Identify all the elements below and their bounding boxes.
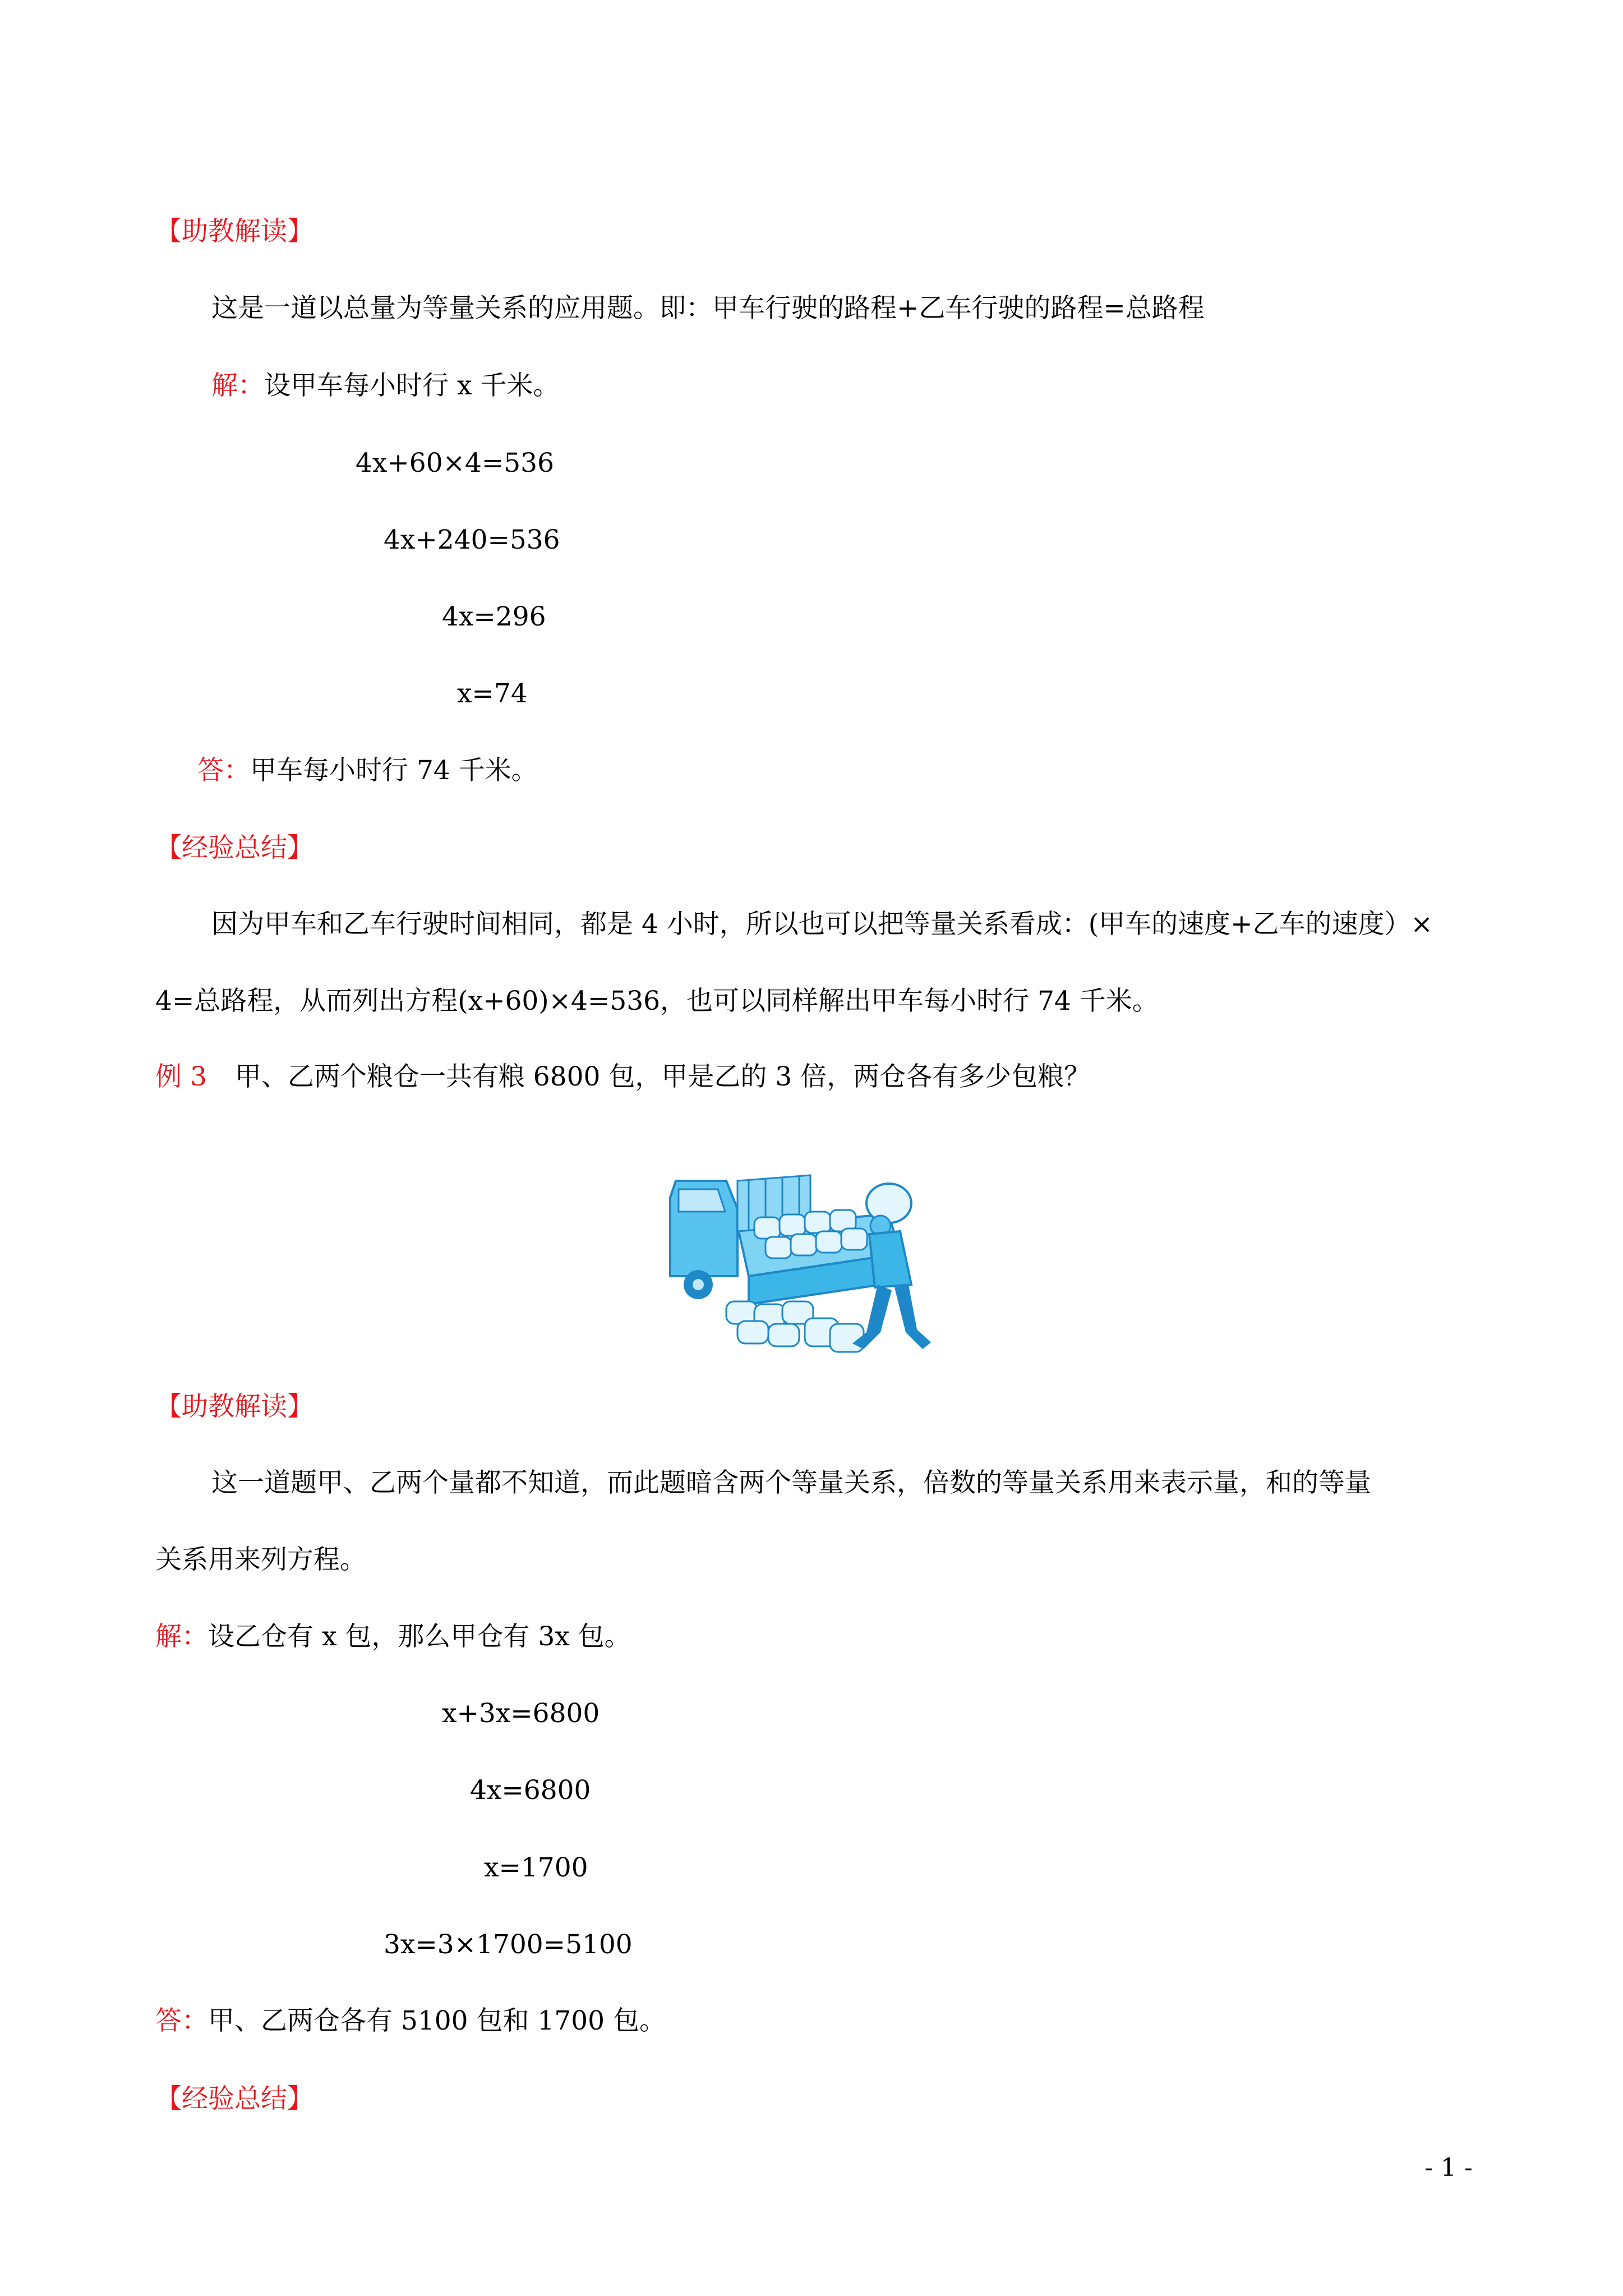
- equation-step: x=1700: [484, 1852, 588, 1883]
- equation-step: 4x+60×4=536: [356, 448, 554, 478]
- solution-text: 设甲车每小时行 x 千米。: [264, 370, 560, 401]
- answer-line: [197, 754, 538, 788]
- answer-label: 答：: [197, 755, 250, 786]
- example-3-problem: [155, 1060, 1090, 1094]
- summary-text-line: 因为甲车和乙车行驶时间相同，都是 4 小时，所以也可以把等量关系看成：(甲车的速度+乙车的速度）×: [211, 909, 1433, 940]
- example-label: 例 3: [155, 1061, 207, 1092]
- equation-step: 4x=6800: [470, 1775, 591, 1806]
- analysis-intro-text: 这是一道以总量为等量关系的应用题。即：甲车行驶的路程+乙车行驶的路程=总路程: [211, 293, 1205, 324]
- section-heading-analysis-1: 【助教解读】: [155, 216, 313, 247]
- summary-text-line: 4=总路程，从而列出方程(x+60)×4=536，也可以同样解出甲车每小时行 74 千米。: [155, 986, 1159, 1016]
- answer-label: 答：: [155, 2005, 208, 2036]
- analysis-text-line: 这一道题甲、乙两个量都不知道，而此题暗含两个等量关系，倍数的等量关系用来表示量，和的等量: [211, 1467, 1371, 1498]
- analysis-text-line: 关系用来列方程。: [155, 1544, 366, 1575]
- solution-line: [155, 1620, 631, 1654]
- equation-step: 3x=3×1700=5100: [384, 1929, 633, 1960]
- truck-unloading-grain-sacks-icon: [665, 1164, 951, 1366]
- page-number: - 1 -: [1424, 2154, 1473, 2182]
- section-heading-summary-2: 【经验总结】: [155, 2083, 313, 2114]
- section-heading-summary-1: 【经验总结】: [155, 832, 313, 863]
- answer-text: 甲、乙两仓各有 5100 包和 1700 包。: [208, 2005, 666, 2036]
- solution-line: [211, 369, 559, 403]
- solution-label: 解：: [211, 370, 264, 401]
- equation-step: 4x+240=536: [384, 524, 560, 555]
- section-heading-analysis-2: 【助教解读】: [155, 1391, 313, 1422]
- equation-step: 4x=296: [442, 601, 546, 632]
- solution-text: 设乙仓有 x 包，那么甲仓有 3x 包。: [208, 1621, 631, 1652]
- equation-step: x+3x=6800: [442, 1698, 600, 1729]
- example-text: 甲、乙两个粮仓一共有粮 6800 包，甲是乙的 3 倍，两仓各有多少包粮？: [234, 1061, 1091, 1092]
- solution-label: 解：: [155, 1621, 208, 1652]
- answer-line: [155, 2004, 666, 2038]
- answer-text: 甲车每小时行 74 千米。: [250, 755, 538, 786]
- equation-step: x=74: [457, 678, 528, 709]
